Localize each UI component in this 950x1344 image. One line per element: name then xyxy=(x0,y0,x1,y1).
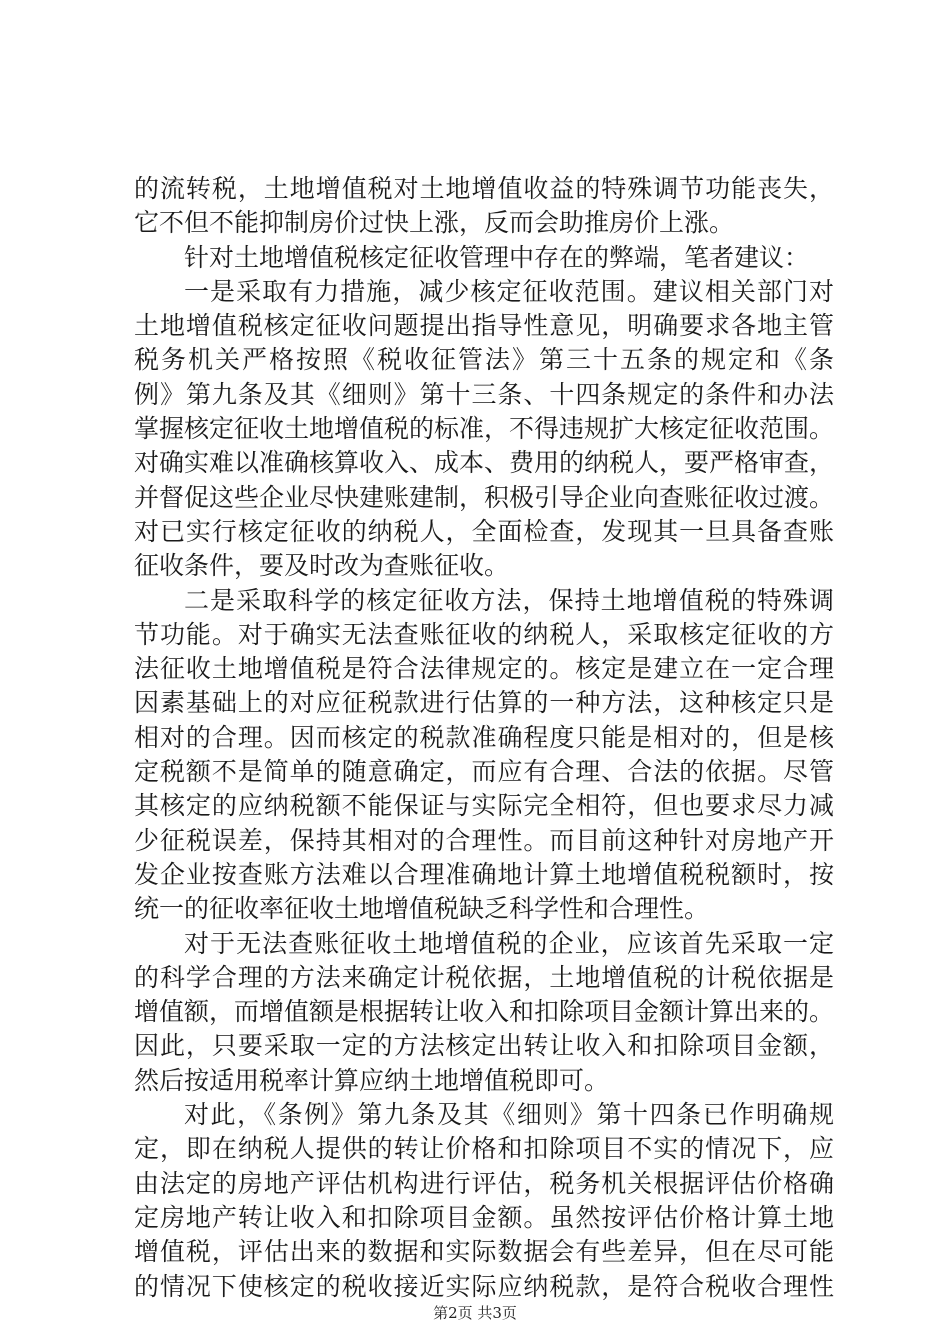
text-line: 征收条件，要及时改为查账征收。 xyxy=(134,551,510,581)
text-line: 税务机关严格按照《税收征管法》第三十五条的规定和《条 xyxy=(134,345,834,375)
text-line: 统一的征收率征收土地增值税缺乏科学性和合理性。 xyxy=(134,894,710,924)
text-line: 对已实行核定征收的纳税人，全面检查，发现其一旦具备查账 xyxy=(134,516,834,546)
text-line: 的科学合理的方法来确定计税依据，土地增值税的计税依据是 xyxy=(134,962,834,992)
text-line: 定房地产转让收入和扣除项目金额。虽然按评估价格计算土地 xyxy=(134,1202,834,1232)
text-line: 相对的合理。因而核定的税款准确程度只能是相对的，但是核 xyxy=(134,722,834,752)
text-line: 掌握核定征收土地增值税的标准，不得违规扩大核定征收范围。 xyxy=(134,414,835,444)
text-line: 针对土地增值税核定征收管理中存在的弊端，笔者建议： xyxy=(184,242,810,272)
text-line: 发企业按查账方法难以合理准确地计算土地增值税税额时，按 xyxy=(134,859,834,889)
text-line: 的流转税，土地增值税对土地增值收益的特殊调节功能丧失， xyxy=(134,174,834,203)
document-body xyxy=(134,172,834,1304)
text-line: 对此，《条例》第九条及其《细则》第十四条已作明确规 xyxy=(184,1100,834,1130)
text-line: 节功能。对于确实无法查账征收的纳税人，采取核定征收的方 xyxy=(134,619,834,649)
text-line: 然后按适用税率计算应纳土地增值税即可。 xyxy=(134,1065,610,1095)
text-line: 增值额，而增值额是根据转让收入和扣除项目金额计算出来的。 xyxy=(134,997,835,1027)
text-line: 增值税，评估出来的数据和实际数据会有些差异，但在尽可能 xyxy=(134,1237,834,1267)
text-line: 定税额不是简单的随意确定，而应有合理、合法的依据。尽管 xyxy=(134,757,834,787)
text-line: 由法定的房地产评估机构进行评估，税务机关根据评估价格确 xyxy=(134,1168,834,1198)
text-line: 一是采取有力措施，减少核定征收范围。建议相关部门对 xyxy=(184,276,834,306)
text-line: 土地增值税核定征收问题提出指导性意见，明确要求各地主管 xyxy=(134,311,834,341)
text-line: 少征税误差，保持其相对的合理性。而目前这种针对房地产开 xyxy=(134,825,834,855)
page-footer: 第2页 共3页 xyxy=(433,1304,517,1322)
text-line: 定，即在纳税人提供的转让价格和扣除项目不实的情况下，应 xyxy=(134,1134,834,1164)
text-line: 因此，只要采取一定的方法核定出转让收入和扣除项目金额， xyxy=(134,1031,834,1061)
text-line: 二是采取科学的核定征收方法，保持土地增值税的特殊调 xyxy=(184,585,834,615)
text-line: 法征收土地增值税是符合法律规定的。核定是建立在一定合理 xyxy=(134,654,834,684)
text-line: 对确实难以准确核算收入、成本、费用的纳税人，要严格审查， xyxy=(134,448,835,478)
text-line: 的情况下使核定的税收接近实际应纳税款，是符合税收合理性 xyxy=(134,1271,834,1301)
text-line: 因素基础上的对应征税款进行估算的一种方法，这种核定只是 xyxy=(134,688,834,718)
text-line: 其核定的应纳税额不能保证与实际完全相符，但也要求尽力减 xyxy=(134,791,834,821)
text-line: 它不但不能抑制房价过快上涨，反而会助推房价上涨。 xyxy=(134,208,735,238)
text-line: 并督促这些企业尽快建账建制，积极引导企业向查账征收过渡。 xyxy=(134,482,835,512)
text-line: 对于无法查账征收土地增值税的企业，应该首先采取一定 xyxy=(184,928,834,958)
text-line: 例》第九条及其《细则》第十三条、十四条规定的条件和办法 xyxy=(134,379,834,409)
